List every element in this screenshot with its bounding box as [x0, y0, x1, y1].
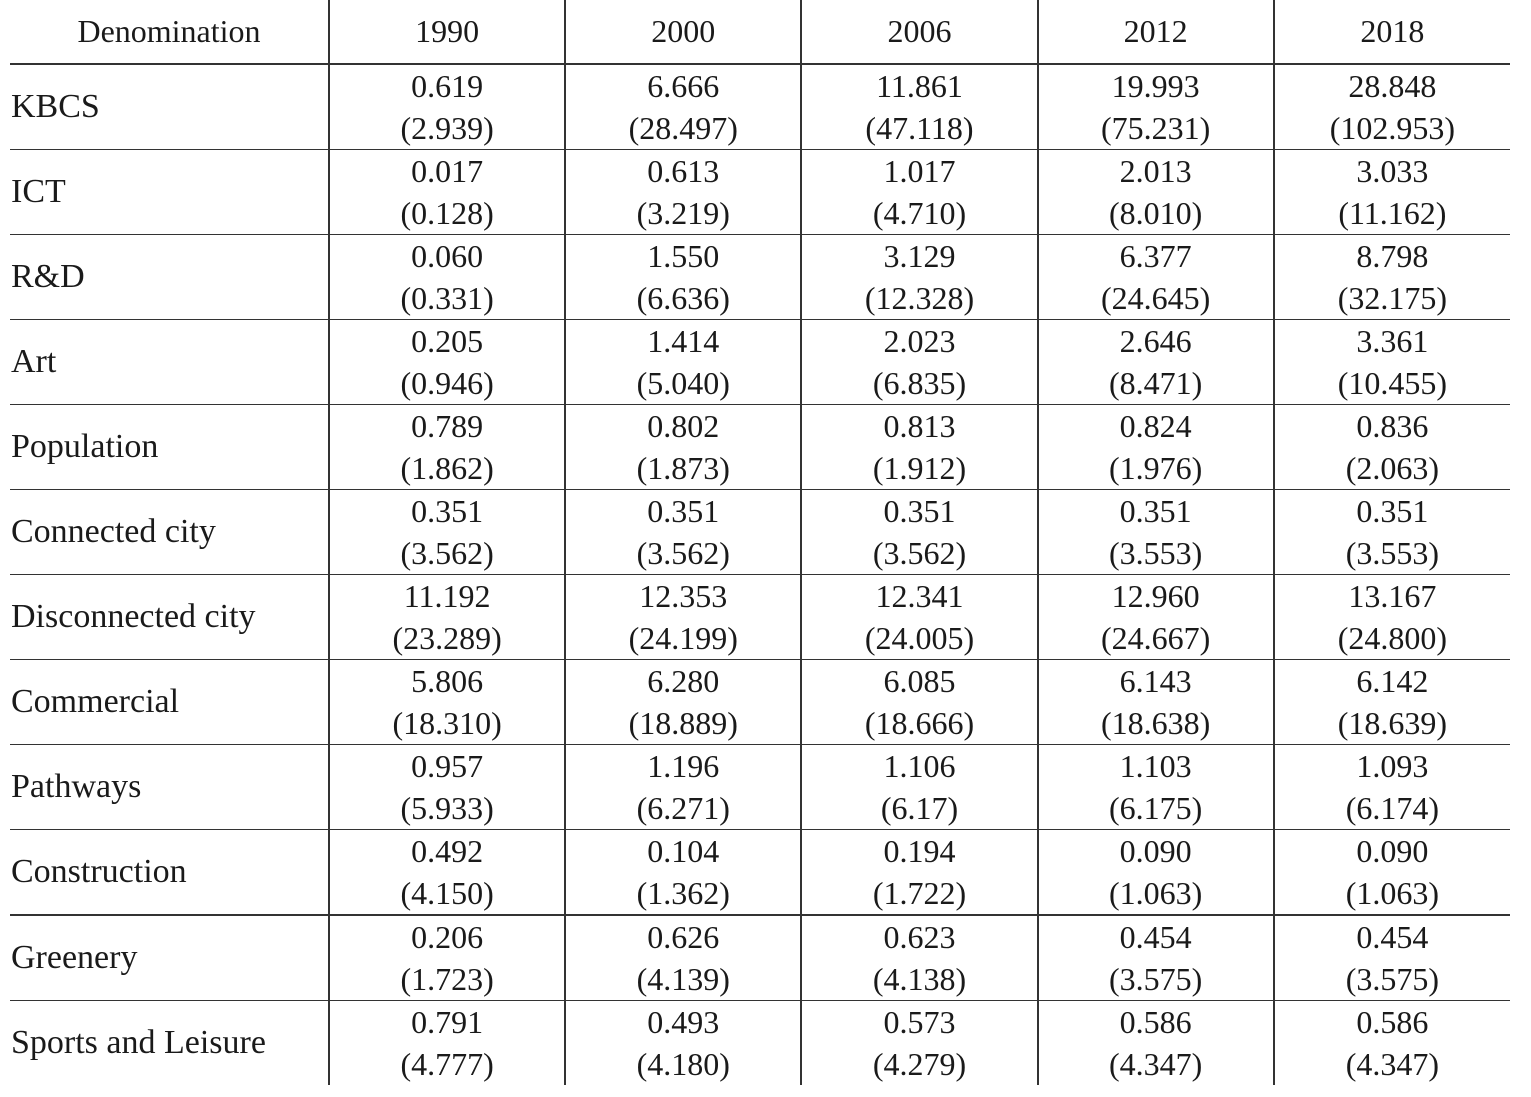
- mean-value: 0.351: [411, 493, 484, 529]
- std-dev-value: (102.953): [1329, 110, 1456, 146]
- value-cell: [1274, 490, 1510, 575]
- value-cell: [1038, 490, 1274, 575]
- mean-value: 3.361: [1356, 323, 1429, 359]
- mean-value: 1.103: [1119, 748, 1192, 784]
- value-cell: [801, 575, 1037, 660]
- value-cell: [1038, 150, 1274, 235]
- std-dev-value: (18.666): [864, 705, 975, 741]
- value-cell: [565, 915, 801, 1001]
- value-cell: [329, 830, 565, 916]
- std-dev-value: (47.118): [865, 110, 974, 146]
- value-cell: [1274, 1001, 1510, 1086]
- value-cell: [565, 235, 801, 320]
- mean-value: 8.798: [1356, 238, 1429, 274]
- value-cell: [801, 64, 1037, 150]
- std-dev-value: (8.471): [1109, 365, 1203, 401]
- value-cell: [801, 235, 1037, 320]
- value-cell: [329, 1001, 565, 1086]
- value-cell: [801, 745, 1037, 830]
- table-row: [10, 405, 1510, 490]
- mean-value: 0.824: [1119, 408, 1192, 444]
- mean-value: 0.836: [1356, 408, 1429, 444]
- value-cell: [329, 575, 565, 660]
- std-dev-value: (1.912): [872, 450, 967, 486]
- mean-value: 2.646: [1119, 323, 1192, 359]
- value-cell: [1038, 575, 1274, 660]
- mean-value: 0.586: [1356, 1004, 1429, 1040]
- std-dev-value: (1.362): [636, 875, 730, 911]
- mean-value: 1.550: [647, 238, 720, 274]
- header-denomination: Denomination: [10, 0, 329, 64]
- mean-value: 1.093: [1356, 748, 1429, 784]
- mean-value: 0.351: [1119, 493, 1192, 529]
- value-cell: [801, 1001, 1037, 1086]
- table-row: [10, 150, 1510, 235]
- value-cell: [565, 150, 801, 235]
- std-dev-value: (3.553): [1109, 535, 1203, 571]
- value-cell: [1038, 405, 1274, 490]
- mean-value: 12.341: [875, 578, 964, 614]
- value-cell: [1274, 150, 1510, 235]
- std-dev-value: (24.667): [1101, 620, 1211, 656]
- mean-value: 0.351: [1356, 493, 1429, 529]
- mean-value: 0.206: [411, 919, 484, 955]
- value-cell: [565, 575, 801, 660]
- row-label: Art: [10, 320, 329, 405]
- mean-value: 6.666: [647, 68, 720, 104]
- table-row: [10, 320, 1510, 405]
- mean-value: 6.377: [1119, 238, 1192, 274]
- std-dev-value: (1.723): [400, 961, 494, 997]
- std-dev-value: (3.562): [400, 535, 494, 571]
- value-cell: [1274, 915, 1510, 1001]
- std-dev-value: (4.777): [400, 1046, 494, 1082]
- row-label: Commercial: [10, 660, 329, 745]
- row-label: Connected city: [10, 490, 329, 575]
- mean-value: 6.085: [883, 663, 956, 699]
- mean-value: 0.017: [411, 153, 484, 189]
- std-dev-value: (3.219): [636, 195, 730, 231]
- std-dev-value: (10.455): [1337, 365, 1448, 401]
- std-dev-value: (2.063): [1345, 450, 1440, 486]
- mean-value: 1.017: [883, 153, 956, 189]
- value-cell: [1038, 320, 1274, 405]
- std-dev-value: (3.562): [872, 535, 967, 571]
- row-label: Greenery: [10, 915, 329, 1001]
- std-dev-value: (0.946): [400, 365, 494, 401]
- mean-value: 0.194: [883, 833, 956, 869]
- std-dev-value: (4.138): [872, 961, 967, 997]
- mean-value: 0.802: [647, 408, 720, 444]
- std-dev-value: (6.175): [1109, 790, 1203, 826]
- row-label: KBCS: [10, 64, 329, 150]
- mean-value: 1.196: [647, 748, 720, 784]
- value-cell: [329, 405, 565, 490]
- value-cell: [565, 320, 801, 405]
- table-row: [10, 490, 1510, 575]
- std-dev-value: (0.331): [400, 280, 494, 316]
- std-dev-value: (75.231): [1101, 110, 1211, 146]
- std-dev-value: (8.010): [1109, 195, 1203, 231]
- value-cell: [801, 320, 1037, 405]
- mean-value: 5.806: [411, 663, 484, 699]
- std-dev-value: (3.553): [1345, 535, 1440, 571]
- value-cell: [801, 405, 1037, 490]
- std-dev-value: (2.939): [400, 110, 494, 146]
- value-cell: [1274, 64, 1510, 150]
- header-year-2012: 2012: [1038, 0, 1274, 64]
- std-dev-value: (24.199): [628, 620, 738, 656]
- row-label: R&D: [10, 235, 329, 320]
- std-dev-value: (5.933): [400, 790, 494, 826]
- std-dev-value: (1.862): [400, 450, 494, 486]
- value-cell: [1274, 405, 1510, 490]
- std-dev-value: (24.645): [1101, 280, 1211, 316]
- row-label: Population: [10, 405, 329, 490]
- mean-value: 0.104: [647, 833, 720, 869]
- table-row: [10, 915, 1510, 1001]
- value-cell: [565, 64, 801, 150]
- std-dev-value: (18.310): [392, 705, 502, 741]
- value-cell: [801, 830, 1037, 916]
- std-dev-value: (6.636): [636, 280, 730, 316]
- value-cell: [801, 150, 1037, 235]
- std-dev-value: (1.976): [1109, 450, 1203, 486]
- std-dev-value: (5.040): [636, 365, 730, 401]
- mean-value: 0.454: [1119, 919, 1192, 955]
- value-cell: [1038, 1001, 1274, 1086]
- mean-value: 0.957: [411, 748, 484, 784]
- header-year-2018: 2018: [1274, 0, 1510, 64]
- value-cell: [1038, 830, 1274, 916]
- value-cell: [1274, 660, 1510, 745]
- mean-value: 0.586: [1119, 1004, 1192, 1040]
- std-dev-value: (6.271): [636, 790, 730, 826]
- std-dev-value: (0.128): [400, 195, 494, 231]
- value-cell: [329, 64, 565, 150]
- std-dev-value: (23.289): [392, 620, 502, 656]
- value-cell: [565, 405, 801, 490]
- std-dev-value: (28.497): [628, 110, 738, 146]
- std-dev-value: (1.063): [1109, 875, 1203, 911]
- std-dev-value: (4.279): [872, 1046, 967, 1082]
- std-dev-value: (6.835): [872, 365, 967, 401]
- value-cell: [1274, 830, 1510, 916]
- mean-value: 1.414: [647, 323, 720, 359]
- mean-value: 0.492: [411, 833, 484, 869]
- value-cell: [565, 1001, 801, 1086]
- row-label: Disconnected city: [10, 575, 329, 660]
- mean-value: 0.090: [1119, 833, 1192, 869]
- header-year-1990: 1990: [329, 0, 565, 64]
- mean-value: 0.813: [883, 408, 956, 444]
- table-row: [10, 575, 1510, 660]
- value-cell: [329, 320, 565, 405]
- mean-value: 0.493: [647, 1004, 720, 1040]
- mean-value: 11.861: [876, 68, 963, 104]
- std-dev-value: (32.175): [1337, 280, 1448, 316]
- std-dev-value: (3.575): [1345, 961, 1440, 997]
- mean-value: 0.454: [1356, 919, 1429, 955]
- table-row: [10, 235, 1510, 320]
- mean-value: 2.013: [1119, 153, 1192, 189]
- row-label: Pathways: [10, 745, 329, 830]
- mean-value: 0.205: [411, 323, 484, 359]
- header-year-2000: 2000: [565, 0, 801, 64]
- value-cell: [329, 150, 565, 235]
- std-dev-value: (4.710): [872, 195, 967, 231]
- value-cell: [329, 745, 565, 830]
- std-dev-value: (1.722): [872, 875, 967, 911]
- mean-value: 28.848: [1348, 68, 1437, 104]
- table-row: [10, 745, 1510, 830]
- value-cell: [1038, 64, 1274, 150]
- std-dev-value: (6.17): [880, 790, 959, 826]
- mean-value: 1.106: [883, 748, 956, 784]
- value-cell: [329, 490, 565, 575]
- std-dev-value: (24.800): [1337, 620, 1448, 656]
- mean-value: 0.623: [883, 919, 956, 955]
- mean-value: 19.993: [1111, 68, 1200, 104]
- header-year-2006: 2006: [801, 0, 1037, 64]
- std-dev-value: (3.562): [636, 535, 730, 571]
- std-dev-value: (1.063): [1345, 875, 1440, 911]
- mean-value: 13.167: [1348, 578, 1437, 614]
- std-dev-value: (11.162): [1338, 195, 1447, 231]
- mean-value: 6.143: [1119, 663, 1192, 699]
- mean-value: 3.129: [883, 238, 956, 274]
- table-row: [10, 64, 1510, 150]
- std-dev-value: (3.575): [1109, 961, 1203, 997]
- value-cell: [1274, 235, 1510, 320]
- value-cell: [1274, 745, 1510, 830]
- mean-value: 6.142: [1356, 663, 1429, 699]
- value-cell: [329, 660, 565, 745]
- value-cell: [565, 830, 801, 916]
- value-cell: [565, 660, 801, 745]
- header-row: [10, 0, 1510, 64]
- value-cell: [801, 660, 1037, 745]
- statistics-table: [10, 0, 1510, 1085]
- table-row: [10, 830, 1510, 916]
- mean-value: 12.353: [639, 578, 728, 614]
- std-dev-value: (18.639): [1337, 705, 1448, 741]
- value-cell: [1274, 320, 1510, 405]
- mean-value: 0.619: [411, 68, 484, 104]
- std-dev-value: (4.180): [636, 1046, 730, 1082]
- std-dev-value: (4.347): [1109, 1046, 1203, 1082]
- value-cell: [565, 490, 801, 575]
- mean-value: 0.613: [647, 153, 720, 189]
- mean-value: 11.192: [403, 578, 491, 614]
- row-label: Sports and Leisure: [11, 1024, 266, 1061]
- std-dev-value: (1.873): [636, 450, 730, 486]
- std-dev-value: (12.328): [864, 280, 975, 316]
- mean-value: 0.791: [411, 1004, 484, 1040]
- mean-value: 0.626: [647, 919, 720, 955]
- mean-value: 0.789: [411, 408, 484, 444]
- row-label: ICT: [10, 150, 329, 235]
- mean-value: 3.033: [1356, 153, 1429, 189]
- mean-value: 0.060: [411, 238, 484, 274]
- value-cell: [801, 490, 1037, 575]
- mean-value: 0.351: [883, 493, 956, 529]
- value-cell: [801, 915, 1037, 1001]
- table-row: [10, 1001, 1510, 1086]
- std-dev-value: (4.347): [1345, 1046, 1440, 1082]
- mean-value: 0.573: [883, 1004, 956, 1040]
- value-cell: [1038, 235, 1274, 320]
- mean-value: 0.090: [1356, 833, 1429, 869]
- std-dev-value: (18.889): [628, 705, 738, 741]
- value-cell: [1038, 745, 1274, 830]
- value-cell: [565, 745, 801, 830]
- std-dev-value: (24.005): [864, 620, 975, 656]
- std-dev-value: (18.638): [1101, 705, 1211, 741]
- value-cell: [329, 915, 565, 1001]
- std-dev-value: (4.139): [636, 961, 730, 997]
- value-cell: [1038, 660, 1274, 745]
- mean-value: 2.023: [883, 323, 956, 359]
- std-dev-value: (4.150): [400, 875, 494, 911]
- table-row: [10, 660, 1510, 745]
- mean-value: 6.280: [647, 663, 720, 699]
- mean-value: 0.351: [647, 493, 720, 529]
- value-cell: [329, 235, 565, 320]
- std-dev-value: (6.174): [1345, 790, 1440, 826]
- value-cell: [1038, 915, 1274, 1001]
- mean-value: 12.960: [1111, 578, 1200, 614]
- row-label: Construction: [10, 830, 329, 916]
- value-cell: [1274, 575, 1510, 660]
